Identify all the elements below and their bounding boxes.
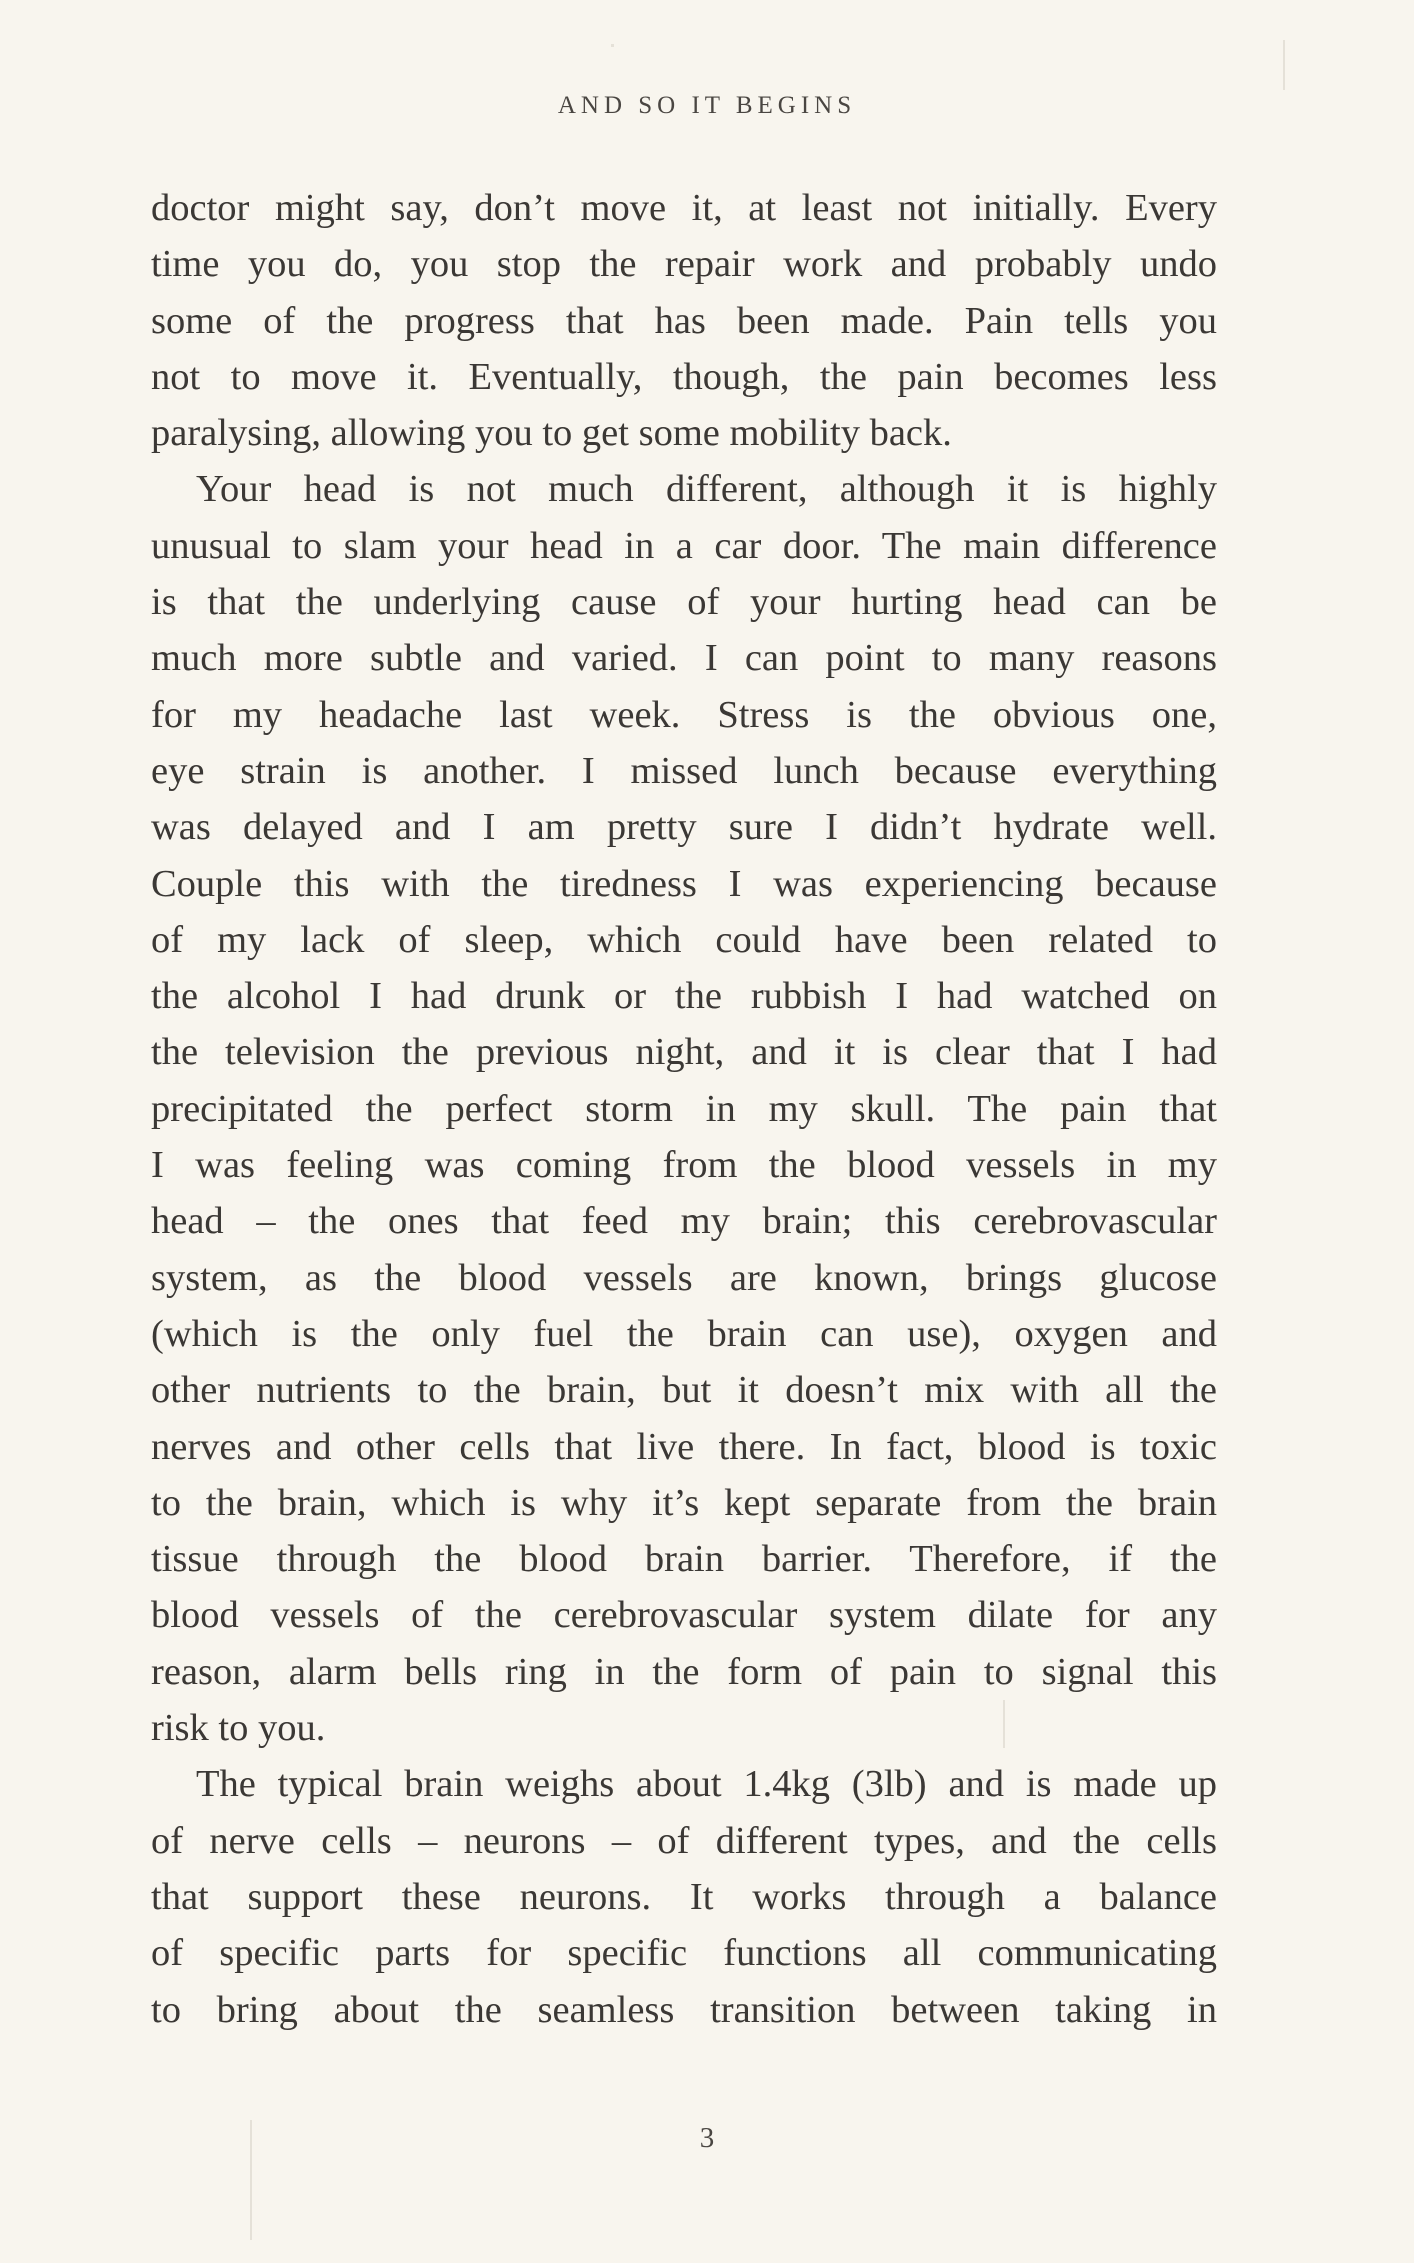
text-line: Your head is not much different, although it is highly <box>196 468 1217 511</box>
text-line: to the brain, which is why it’s kept separate from the brain <box>151 1481 1217 1524</box>
text-line: unusual to slam your head in a car door. The main difference <box>151 524 1217 567</box>
text-line: I was feeling was coming from the blood vessels in my <box>151 1144 1217 1187</box>
text-line: system, as the blood vessels are known, brings glucose <box>151 1256 1217 1299</box>
text-line: paralysing, allowing you to get some mobility back. <box>151 412 952 455</box>
text-line: nerves and other cells that live there. In fact, blood is toxic <box>151 1425 1217 1468</box>
scan-mark <box>1003 1700 1005 1748</box>
text-line: Couple this with the tiredness I was experiencing because <box>151 862 1217 905</box>
text-line: reason, alarm bells ring in the form of pain to signal this <box>151 1650 1217 1693</box>
text-line: was delayed and I am pretty sure I didn’t hydrate well. <box>151 806 1217 849</box>
text-line: much more subtle and varied. I can point to many reasons <box>151 637 1217 680</box>
text-line: blood vessels of the cerebrovascular system dilate for any <box>151 1594 1217 1637</box>
text-line: tissue through the blood brain barrier. Therefore, if the <box>151 1538 1217 1581</box>
text-line: not to move it. Eventually, though, the pain becomes less <box>151 355 1217 398</box>
body-text <box>151 180 1217 2038</box>
text-line: the television the previous night, and it is clear that I had <box>151 1031 1217 1074</box>
text-line: precipitated the perfect storm in my skull. The pain that <box>151 1087 1217 1130</box>
text-line: is that the underlying cause of your hurting head can be <box>151 581 1217 624</box>
page-number: 3 <box>699 2122 715 2154</box>
text-line: for my headache last week. Stress is the obvious one, <box>151 693 1217 736</box>
text-line: to bring about the seamless transition between taking in <box>151 1988 1217 2031</box>
scan-mark <box>1283 40 1285 90</box>
text-line: eye strain is another. I missed lunch because everything <box>151 749 1217 792</box>
text-line: some of the progress that has been made. Pain tells you <box>151 299 1217 342</box>
text-line: (which is the only fuel the brain can use), oxygen and <box>151 1312 1217 1355</box>
text-line: risk to you. <box>151 1707 326 1750</box>
text-line: other nutrients to the brain, but it doesn’t mix with all the <box>151 1369 1217 1412</box>
text-line: that support these neurons. It works through a balance <box>151 1875 1217 1918</box>
text-line: doctor might say, don’t move it, at least not initially. Every <box>151 187 1217 229</box>
running-head: AND SO IT BEGINS <box>557 92 857 119</box>
text-line: of nerve cells – neurons – of different types, and the cells <box>151 1819 1217 1862</box>
text-line: head – the ones that feed my brain; this cerebrovascular <box>151 1200 1217 1243</box>
text-line: of specific parts for specific functions all communicating <box>151 1932 1217 1975</box>
text-line: of my lack of sleep, which could have been related to <box>151 918 1217 961</box>
text-line: The typical brain weighs about 1.4kg (3lb) and is made up <box>196 1763 1217 1806</box>
text-line: the alcohol I had drunk or the rubbish I had watched on <box>151 975 1217 1018</box>
scan-mark <box>611 44 614 47</box>
text-line: time you do, you stop the repair work and probably undo <box>151 243 1217 286</box>
